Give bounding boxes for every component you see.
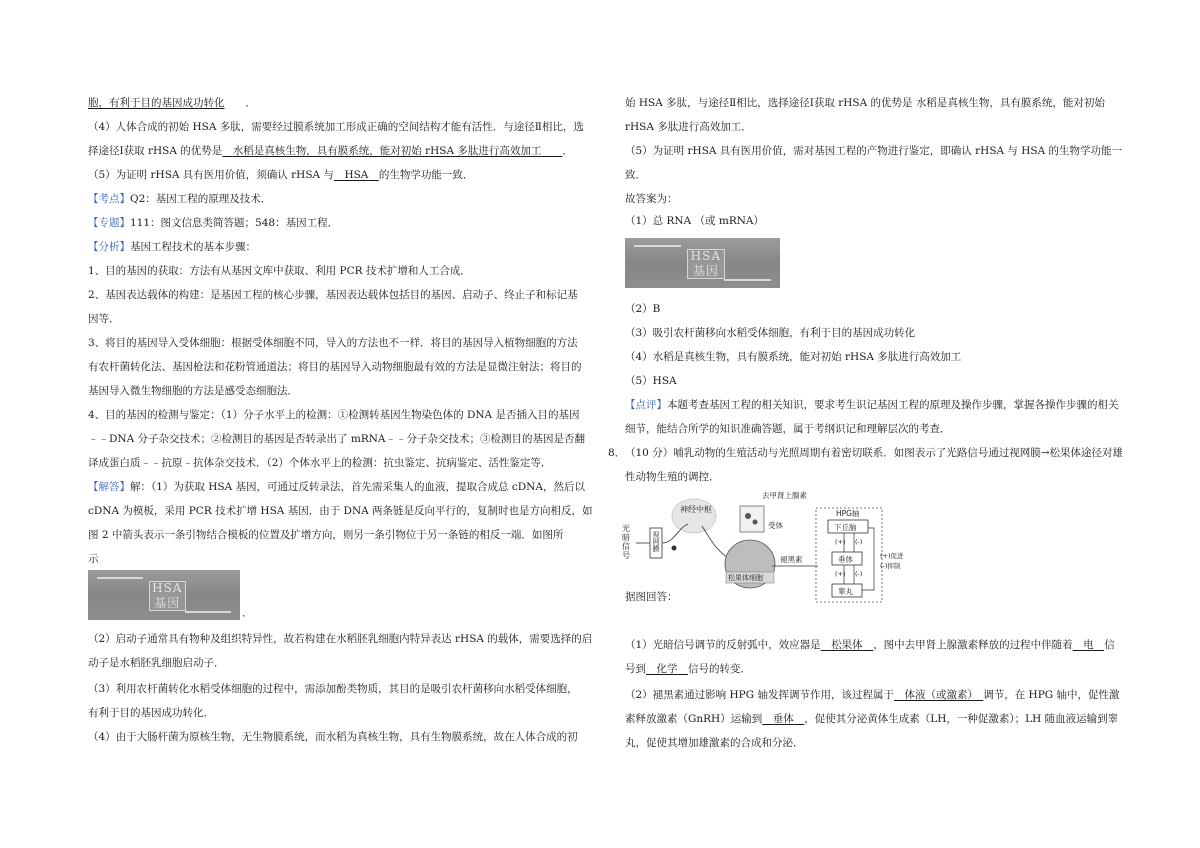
line: （2）B <box>625 303 661 315</box>
legend-promote: (+)促进 <box>880 552 904 560</box>
line: 1、目的基因的获取：方法有从基因文库中获取、利用 PCR 技术扩增和人工合成． <box>88 265 471 277</box>
dianping: 【点评】本题考查基因工程的相关知识，要求考生识记基因工程的原理及操作步骤，掌握各操作步骤的相关 <box>625 399 1119 411</box>
line: 2、基因表达载体的构建：是基因工程的核心步骤，基因表达载体包括目的基因、启动子、终止子和标记基 <box>88 289 578 301</box>
line: 译成蛋白质﹣﹣抗原﹣抗体杂交技术．（2）个体水平上的检测：抗虫鉴定、抗病鉴定、活性鉴定等． <box>88 457 552 469</box>
dianping-tag: 【点评】 <box>625 399 667 411</box>
svg-text:(+): (+) <box>835 570 846 578</box>
line: （2）褪黑素通过影响 HPG 轴发挥调节作用，该过程属于 体液（或激素） 调节，在 HPG 轴中，促性激 <box>625 689 1120 701</box>
line: 有利于目的基因成功转化． <box>88 707 214 719</box>
svg-text:(-): (-) <box>855 538 863 546</box>
answer-underline: 化学 <box>656 663 678 675</box>
line: （4）由于大肠杆菌为原核生物，无生物膜系统，而水稻为真核生物，具有生物膜系统，故在人体合成的初 <box>88 731 578 743</box>
synapse-icon <box>740 506 764 532</box>
testis-label: 睾丸 <box>838 587 853 596</box>
line: 因等． <box>88 313 120 325</box>
hpg-label: HPG轴 <box>836 509 860 518</box>
jieda: 【解答】解：（1）为获取 HSA 基因，可通过反转录法，首先需采集人的血液，提取合成总 cDNA，然后以 <box>88 481 585 493</box>
gene-label: HSA 基因 <box>690 249 721 278</box>
line: 图 2 中箭头表示一条引物结合模板的位置及扩增方向，则另一条引物位于另一条链的相反一端．如图所 <box>88 529 564 541</box>
melatonin-label: 褪黑素 <box>780 555 803 564</box>
line: 4、目的基因的检测与鉴定：（1）分子水平上的检测：①检测转基因生物染色体的 DNA 是否插入目的基因 <box>88 409 580 421</box>
norepinephrine-label: 去甲肾上腺素 <box>762 491 807 500</box>
line: 性动物生殖的调控． <box>625 471 720 483</box>
zhuanti: 【专题】111：图文信息类简答题；548：基因工程． <box>88 217 339 229</box>
answer-underline: 水稻是真核生物，具有膜系统，能对初始 rHSA 多肽进行高效加工 <box>232 145 542 157</box>
answer-underline: 胞，有利于目的基因成功转化 <box>88 97 225 109</box>
line: （4）水稻是真核生物，具有膜系统，能对初始 rHSA 多肽进行高效加工 <box>625 351 962 363</box>
line: （1）总 RNA （或 mRNA） <box>625 215 765 227</box>
line: rHSA 多肽进行高效加工． <box>625 121 752 133</box>
primer-arrow-icon <box>634 245 681 247</box>
answer-underline: 电 <box>1083 639 1094 651</box>
line: 丸，促使其增加雄激素的合成和分泌． <box>625 737 804 749</box>
receptor-label: 受体 <box>768 521 783 530</box>
svg-text:光暗信号: 光暗信号 <box>621 524 631 560</box>
line: 3、将目的基因导入受体细胞：根据受体细胞不同，导入的方法也不一样．将目的基因导入植物细胞的方法 <box>88 337 578 349</box>
hypothalamus-label: 下丘脑 <box>834 523 857 532</box>
answer-underline: HSA <box>344 169 369 181</box>
line: 有农杆菌转化法、基因枪法和花粉管通道法；将目的基因导入动物细胞最有效的方法是显微注射法；将目的 <box>88 361 582 373</box>
hsa-gene-diagram <box>88 570 240 620</box>
line: （4）人体合成的初始 HSA 多肽，需要经过膜系统加工形成正确的空间结构才能有活性．与途径Ⅱ相比，选 <box>88 121 584 133</box>
line: ﹣﹣DNA 分子杂交技术；②检测目的基因是否转录出了 mRNA﹣﹣分子杂交技术；③检测目的基因是否翻 <box>88 433 585 445</box>
line: 号到 化学 信号的转变． <box>625 663 751 675</box>
gene-label: HSA 基因 <box>152 581 183 610</box>
line: （5）为证明 rHSA 具有医用价值，需对基因工程的产物进行鉴定，即确认 rHSA 与 HSA 的生物学功能一 <box>625 145 1123 157</box>
line: 胞，有利于目的基因成功转化 ． <box>88 97 256 109</box>
line: 致． <box>625 169 646 181</box>
retina-label: 视网膜 <box>652 531 660 552</box>
neuron-icon <box>672 546 677 551</box>
answer-underline: 松果体 <box>831 639 863 651</box>
primer-arrow-icon <box>724 279 771 281</box>
line: cDNA 为模板，采用 PCR 技术扩增 HSA 基因．由于 DNA 两条链是反向平行的，复制时也是方向相反，如 <box>88 505 593 517</box>
line: 择途径Ⅰ获取 rHSA 的优势是 水稻是真核生物，具有膜系统，能对初始 rHSA 多肽进行高效加工 ． <box>88 145 573 157</box>
light-signal-label <box>622 523 631 560</box>
legend-inhibit: (-)抑制 <box>880 562 901 570</box>
fenxi-tag: 【分析】 <box>88 241 130 253</box>
jieda-tag: 【解答】 <box>88 481 130 493</box>
answer-underline: 体液（或激素） <box>904 689 973 701</box>
nerve-path <box>662 524 688 543</box>
line: （3）利用农杆菌转化水稻受体细胞的过程中，需添加酚类物质，其目的是吸引农杆菌移向水稻受体细胞， <box>88 683 578 695</box>
line: 细节，能结合所学的知识准确答题，属于考纲识记和理解层次的考查． <box>625 423 951 435</box>
pineal-cell-label: 松果体细胞 <box>728 574 763 582</box>
line: 素释放激素（GnRH）运输到 垂体 ，促使其分泌黄体生成素（LH，一种促激素）；LH 随血液运输到睾 <box>625 713 1119 725</box>
question-8: 8． （10 分）哺乳动物的生殖活动与光照周期有着密切联系．如图表示了光路信号通过视网膜→松果体途径对雄 <box>608 447 1123 459</box>
svg-text:(+): (+) <box>835 538 846 546</box>
line: 据图回答： <box>625 591 678 603</box>
answer-underline: 垂体 <box>772 713 794 725</box>
line: （5）为证明 rHSA 具有医用价值，须确认 rHSA 与 HSA 的生物学功能一致． <box>88 169 474 181</box>
primer-arrow-icon <box>185 611 231 613</box>
kaodian-tag: 【考点】 <box>88 193 130 205</box>
question-number: 8． <box>608 447 626 459</box>
svg-text:(-): (-) <box>855 570 863 578</box>
line: （5）HSA <box>625 375 677 387</box>
line: （2）启动子通常具有物种及组织特异性，故若构建在水稻胚乳细胞内特异表达 rHSA 的载体，需要选择的启 <box>88 633 593 645</box>
line: 故答案为： <box>625 193 678 205</box>
line: （1）光暗信号调节的反射弧中，效应器是 松果体 ，图中去甲肾上腺激素释放的过程中伴随着 电 信 <box>625 639 1115 651</box>
line: （3）吸引农杆菌移向水稻受体细胞，有利于目的基因成功转化 <box>625 327 916 339</box>
fenxi: 【分析】基因工程技术的基本步骤： <box>88 241 256 253</box>
line: 基因导入微生物细胞的方法是感受态细胞法． <box>88 385 298 397</box>
light-pineal-hpg-diagram <box>621 488 904 606</box>
pituitary-label: 垂体 <box>838 555 853 564</box>
nerve-center-label: 神经中枢 <box>680 505 712 514</box>
primer-arrow-icon <box>97 577 143 579</box>
hsa-gene-diagram <box>625 238 780 288</box>
kaodian: 【考点】Q2：基因工程的原理及技术． <box>88 193 272 205</box>
line: 示 <box>88 553 99 565</box>
punct: ． <box>242 607 253 619</box>
zhuanti-tag: 【专题】 <box>88 217 130 229</box>
line: 始 HSA 多肽，与途径Ⅱ相比，选择途径Ⅰ获取 rHSA 的优势是 水稻是真核生物，具有膜系统，能对初始 <box>625 97 1105 109</box>
line: 动子是水稻胚乳细胞启动子． <box>88 657 225 669</box>
